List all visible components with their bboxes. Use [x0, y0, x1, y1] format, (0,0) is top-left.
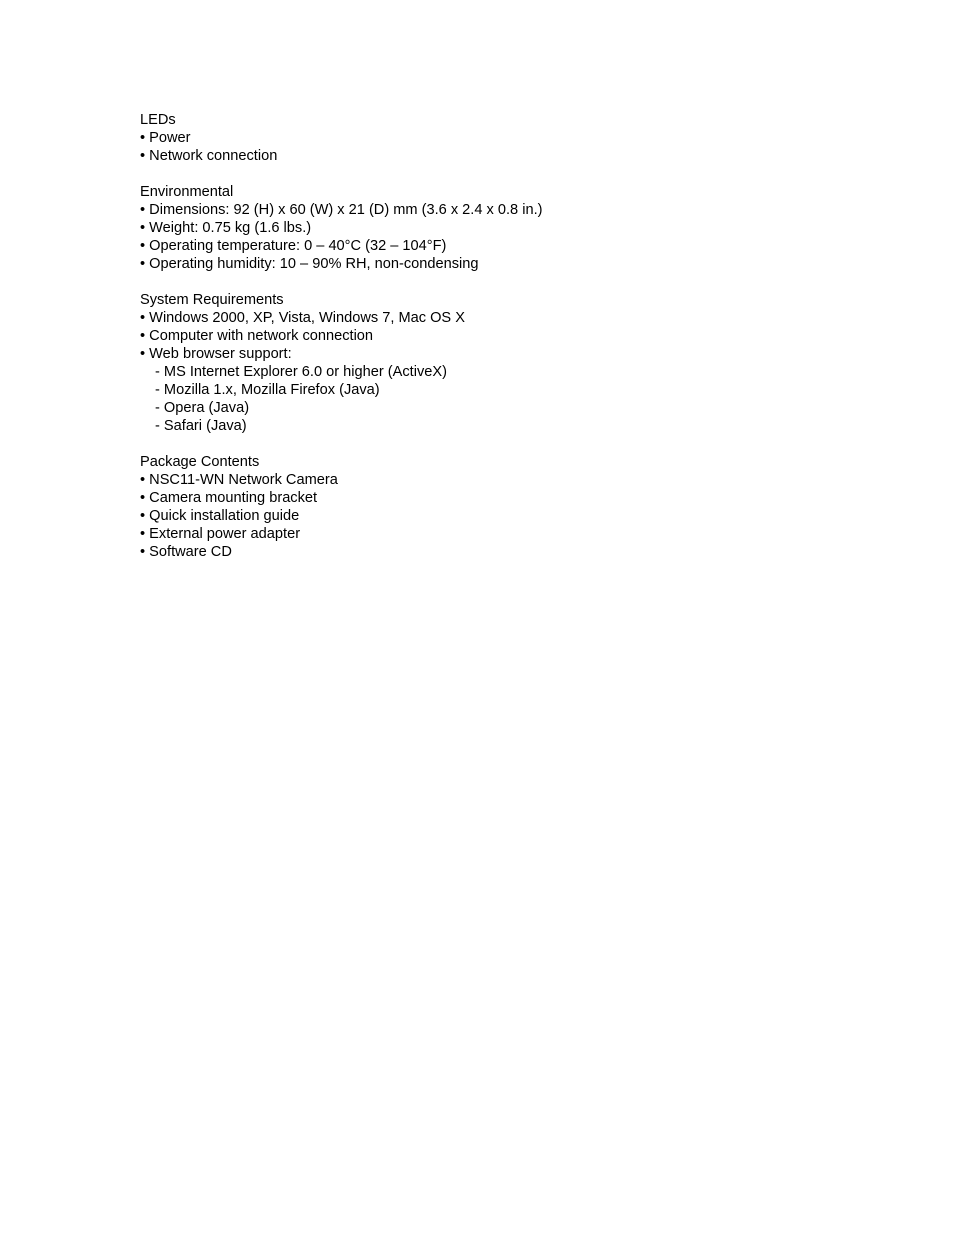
- list-item-software-cd: • Software CD: [140, 544, 232, 560]
- list-item-power-adapter: • External power adapter: [140, 526, 301, 542]
- list-item-network-connection: • Network connection: [140, 148, 278, 164]
- section-title-leds: LEDs: [140, 112, 176, 128]
- section-title-system-requirements: System Requirements: [140, 292, 284, 308]
- list-item-computer-network: • Computer with network connection: [140, 328, 374, 344]
- section-title-package-contents: Package Contents: [140, 454, 260, 470]
- sublist-item-opera: - Opera (Java): [155, 400, 250, 416]
- list-item-operating-humidity: • Operating humidity: 10 – 90% RH, non-condensing: [140, 256, 479, 272]
- section-leds: [140, 111, 920, 165]
- section-system-requirements: [140, 291, 920, 435]
- sublist-item-safari: - Safari (Java): [155, 418, 247, 434]
- list-item-web-browser-support: • Web browser support:: [140, 346, 292, 362]
- sublist-item-ie: - MS Internet Explorer 6.0 or higher (ActiveX): [155, 364, 447, 380]
- list-item-power: • Power: [140, 130, 191, 146]
- section-package-contents: [140, 453, 920, 561]
- list-item-operating-temperature: • Operating temperature: 0 – 40°C (32 – 104°F): [140, 238, 447, 254]
- list-item-camera: • NSC11-WN Network Camera: [140, 472, 338, 488]
- list-item-dimensions: • Dimensions: 92 (H) x 60 (W) x 21 (D) mm (3.6 x 2.4 x 0.8 in.): [140, 202, 543, 218]
- section-title-environmental: Environmental: [140, 184, 234, 200]
- sublist-item-mozilla: - Mozilla 1.x, Mozilla Firefox (Java): [155, 382, 380, 398]
- list-item-os-support: • Windows 2000, XP, Vista, Windows 7, Mac OS X: [140, 310, 465, 326]
- section-environmental: [140, 183, 920, 273]
- document-page: [140, 111, 920, 579]
- list-item-mounting-bracket: • Camera mounting bracket: [140, 490, 318, 506]
- list-item-installation-guide: • Quick installation guide: [140, 508, 300, 524]
- list-item-weight: • Weight: 0.75 kg (1.6 lbs.): [140, 220, 312, 236]
